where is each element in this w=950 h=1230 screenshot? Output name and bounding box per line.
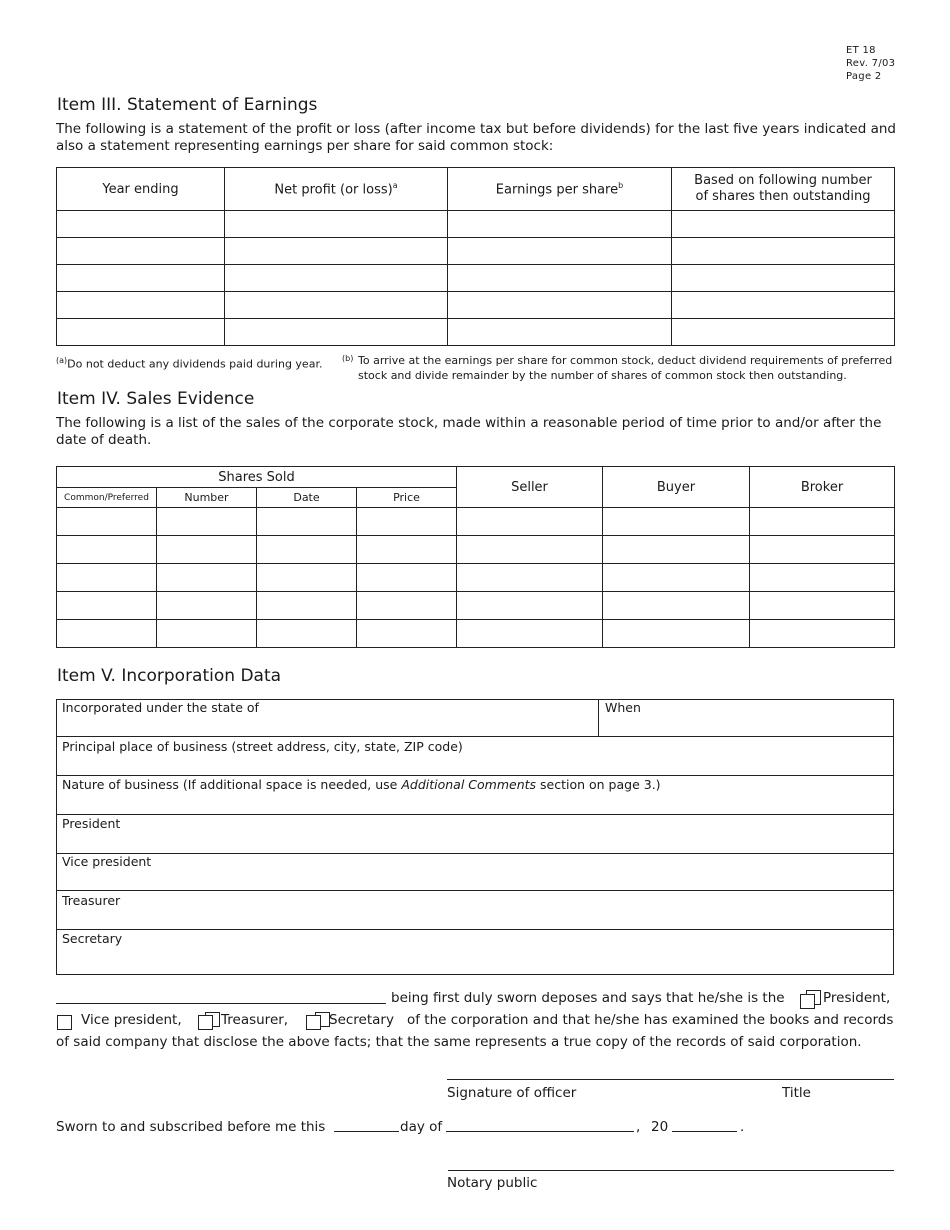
secretary-field[interactable] (57, 947, 893, 973)
earnings-table (56, 167, 895, 346)
table-cell[interactable] (357, 508, 457, 536)
table-cell[interactable] (257, 592, 357, 620)
table-cell[interactable] (225, 319, 448, 346)
state-field[interactable] (57, 714, 597, 735)
col-broker: Broker (750, 467, 895, 508)
page-number: Page 2 (846, 71, 882, 82)
table-cell[interactable] (457, 536, 603, 564)
state-label: Incorporated under the state of (62, 700, 259, 715)
nature-field[interactable] (57, 793, 893, 813)
col-buyer: Buyer (603, 467, 750, 508)
vp-checkbox[interactable] (57, 1015, 72, 1030)
table-cell[interactable] (57, 265, 225, 292)
treasurer-field[interactable] (57, 908, 893, 928)
table-cell[interactable] (157, 508, 257, 536)
notary-label: Notary public (447, 1175, 538, 1191)
table-cell[interactable] (672, 238, 895, 265)
table-cell[interactable] (57, 211, 225, 238)
table-cell[interactable] (448, 211, 672, 238)
sales-table (56, 466, 895, 648)
table-row (57, 536, 895, 564)
signature-label: Signature of officer (447, 1085, 577, 1101)
col-price: Price (357, 488, 457, 508)
table-cell[interactable] (225, 292, 448, 319)
divider (56, 736, 894, 737)
comma-text: , (636, 1119, 641, 1135)
col-common-preferred: Common/Preferred (57, 488, 157, 508)
title-label: Title (782, 1085, 811, 1101)
table-cell[interactable] (457, 620, 603, 648)
table-cell[interactable] (57, 564, 157, 592)
table-row (57, 292, 895, 319)
president-label: President (62, 816, 121, 831)
table-cell[interactable] (448, 319, 672, 346)
item4-title: Item IV. Sales Evidence (57, 389, 255, 409)
table-cell[interactable] (457, 564, 603, 592)
table-cell[interactable] (603, 620, 750, 648)
table-row (57, 508, 895, 536)
affiant-name-line[interactable] (56, 1003, 386, 1004)
vp-field[interactable] (57, 870, 893, 889)
table-cell[interactable] (357, 592, 457, 620)
table-cell[interactable] (257, 620, 357, 648)
col-number: Number (157, 488, 257, 508)
secretary-checkbox[interactable] (306, 1015, 321, 1030)
table-cell[interactable] (57, 592, 157, 620)
table-cell[interactable] (57, 508, 157, 536)
table-cell[interactable] (750, 592, 895, 620)
when-label: When (605, 700, 641, 715)
treasurer-checkbox[interactable] (198, 1015, 213, 1030)
month-field[interactable] (446, 1131, 634, 1132)
table-cell[interactable] (457, 592, 603, 620)
divider (598, 699, 599, 736)
divider (56, 929, 894, 930)
divider (56, 775, 894, 776)
year-field[interactable] (672, 1131, 737, 1132)
col-net-profit: Net profit (or loss)$^a$ (225, 168, 448, 211)
table-cell[interactable] (157, 620, 257, 648)
table-cell[interactable] (750, 620, 895, 648)
item3-intro: The following is a statement of the profit or loss (after income tax but before dividends) for the last five years indicated and also a statement representing earnings per share for said common stock: (56, 121, 896, 154)
table-cell[interactable] (672, 292, 895, 319)
divider (56, 853, 894, 854)
table-cell[interactable] (57, 238, 225, 265)
col-year-ending: Year ending (57, 168, 225, 211)
table-cell[interactable] (57, 319, 225, 346)
divider (56, 814, 894, 815)
table-cell[interactable] (357, 564, 457, 592)
nature-label: Nature of business (If additional space is needed, use Additional Comments section on page 3.) (62, 777, 661, 792)
col-date: Date (257, 488, 357, 508)
table-cell[interactable] (750, 536, 895, 564)
table-cell[interactable] (603, 564, 750, 592)
divider (56, 890, 894, 891)
vp-option-label: Vice president, (81, 1012, 182, 1028)
treasurer-option-label: Treasurer, (221, 1012, 289, 1028)
table-cell[interactable] (257, 508, 357, 536)
table-cell[interactable] (257, 564, 357, 592)
item5-title: Item V. Incorporation Data (57, 666, 282, 686)
table-cell[interactable] (448, 265, 672, 292)
table-row (57, 592, 895, 620)
table-row (57, 620, 895, 648)
col-shares-sold: Shares Sold (57, 467, 457, 488)
table-cell[interactable] (603, 536, 750, 564)
day-field[interactable] (334, 1131, 399, 1132)
table-cell[interactable] (448, 238, 672, 265)
table-row (57, 319, 895, 346)
president-option-label: President, (823, 990, 891, 1006)
year-prefix: 20 (651, 1119, 669, 1135)
table-cell[interactable] (357, 620, 457, 648)
item4-intro: The following is a list of the sales of the corporate stock, made within a reasonable period of time prior to and/or after the date of death. (56, 415, 882, 448)
table-cell[interactable] (225, 265, 448, 292)
form-header (846, 44, 896, 83)
col-shares-outstanding: Based on following number of shares then outstanding (672, 168, 895, 211)
oath-line2-text: of the corporation and that he/she has examined the books and records (407, 1012, 894, 1028)
table-cell[interactable] (157, 564, 257, 592)
place-field[interactable] (57, 754, 893, 774)
table-row (57, 238, 895, 265)
footnote-b: (b) To arrive at the earnings per share for common stock, deduct dividend requirements of preferred stock and divide remainder by the number of shares of common stock then outstanding. (342, 354, 893, 382)
table-cell[interactable] (603, 592, 750, 620)
sworn-text: being first duly sworn deposes and says that he/she is the (391, 990, 785, 1006)
form-id: ET 18 (846, 45, 876, 56)
when-field[interactable] (600, 714, 893, 735)
officer-signature-line[interactable] (447, 1079, 894, 1080)
col-seller: Seller (457, 467, 603, 508)
vp-label: Vice president (62, 854, 152, 869)
table-row (57, 265, 895, 292)
table-cell[interactable] (672, 319, 895, 346)
president-field[interactable] (57, 832, 893, 852)
item3-title: Item III. Statement of Earnings (57, 95, 318, 115)
table-cell[interactable] (57, 620, 157, 648)
president-checkbox[interactable] (800, 994, 815, 1009)
col-earnings-per-share: Earnings per share$^b$ (448, 168, 672, 211)
notary-signature-line[interactable] (448, 1170, 894, 1171)
table-cell[interactable] (457, 508, 603, 536)
table-cell[interactable] (57, 536, 157, 564)
table-cell[interactable] (157, 536, 257, 564)
table-cell[interactable] (672, 211, 895, 238)
sales-header-row-1 (57, 467, 895, 488)
place-label: Principal place of business (street address, city, state, ZIP code) (62, 739, 463, 754)
treasurer-label: Treasurer (62, 893, 121, 908)
secretary-option-label: Secretary (329, 1012, 394, 1028)
table-cell[interactable] (672, 265, 895, 292)
sworn-before-text: Sworn to and subscribed before me this (56, 1119, 326, 1135)
table-cell[interactable] (357, 536, 457, 564)
footnote-a: $^{(a)}$Do not deduct any dividends paid during year. (56, 356, 323, 371)
table-cell[interactable] (157, 592, 257, 620)
table-cell[interactable] (225, 211, 448, 238)
table-cell[interactable] (750, 564, 895, 592)
day-of-text: day of (400, 1119, 443, 1135)
table-cell[interactable] (257, 536, 357, 564)
table-cell[interactable] (448, 292, 672, 319)
table-row (57, 211, 895, 238)
table-cell[interactable] (750, 508, 895, 536)
form-revision: Rev. 7/03 (846, 58, 896, 69)
oath-line3-text: of said company that disclose the above facts; that the same represents a true copy of the records of said corporation. (56, 1034, 862, 1050)
table-cell[interactable] (603, 508, 750, 536)
earnings-header-row (57, 168, 895, 211)
period-text: . (740, 1119, 745, 1135)
secretary-label: Secretary (62, 931, 123, 946)
table-cell[interactable] (225, 238, 448, 265)
table-cell[interactable] (57, 292, 225, 319)
table-row (57, 564, 895, 592)
